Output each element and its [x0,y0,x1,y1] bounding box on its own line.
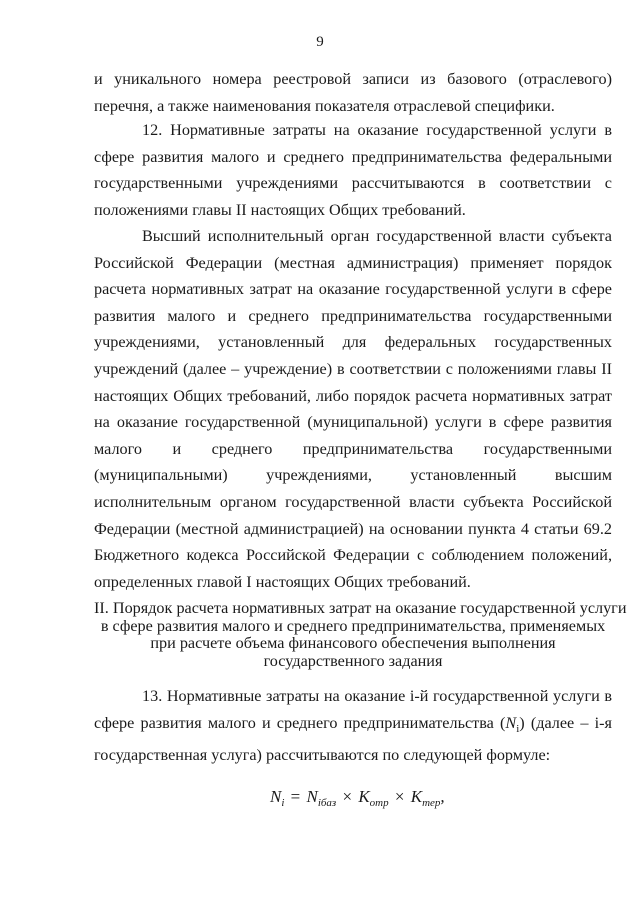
section-heading [94,599,627,670]
formula-term-base: N [306,787,318,806]
formula-times-1: × [342,787,353,806]
formula-term-base-sub: iбаз [317,797,337,809]
section-heading-line: при расчете объема финансового обеспечения выполнения [150,634,556,652]
paragraph-13-block [94,683,612,769]
formula-lhs-sub: i [281,797,285,809]
formula-term-territorial: K [410,787,423,806]
cost-formula [270,787,445,809]
formula-times-2: × [394,787,405,806]
paragraph-13-symbol-sub: i [516,722,520,735]
highest-body-block [94,223,612,595]
paragraph-13-symbol: N [505,713,517,732]
formula-term-industry-sub: отр [369,797,389,809]
section-heading-line: государственного задания [263,651,443,670]
formula-equals: = [290,787,301,806]
paragraph-highest-body: Высший исполнительный орган государственной власти субъекта Российской Федерации (местная администрация) применяет порядок расчета нормативных затрат на оказание государственной услуги в сфере развития малого и среднего предпринимательства государственными учреждениями, установленный для федеральных государственных учреждений (далее – учреждение) в соответствии с положениями главы II настоящих Общих требований, либо порядок расчета нормативных затрат на оказание государственной (муниципальной) услуги в сфере развития малого и среднего предпринимательства государственными (муниципальными) учреждениями, установленный высшим исполнительным органом государственной власти субъекта Российской Федерации (местной администрацией) на основании пункта 4 статьи 69.2 Бюджетного кодекса Российской Федерации с соблюдением положений, определенных главой I настоящих Общих требований. [94,227,612,591]
page-number: 9 [316,34,324,50]
paragraph-13-after-symbol: ) (далее – i-я государственная услуга) рассчитываются по следующей формуле: [94,713,612,765]
continuation-paragraph: и уникального номера реестровой записи из базового (отраслевого) перечня, а также наименования показателя отраслевой специфики. [94,70,612,115]
paragraph-12: 12. Нормативные затраты на оказание государственной услуги в сфере развития малого и среднего предпринимательства федеральными государственными учреждениями рассчитываются в соответствии с положениями главы II настоящих Общих требований. [94,121,612,219]
section-heading-line: II. Порядок расчета нормативных затрат на оказание государственной услуги [94,599,627,617]
paragraph-13 [94,683,612,769]
continuation-text-block [94,66,612,119]
paragraph-13-before-symbol: 13. Нормативные затраты на оказание i-й государственной услуги в сфере развития малого и среднего предпринимательства ( [94,687,612,732]
section-heading-line: в сфере развития малого и среднего предпринимательства, применяемых [100,616,606,635]
paragraph-12-block [94,117,612,223]
formula-term-industry: K [358,787,370,806]
formula-term-territorial-sub: тер [422,797,441,809]
formula-lhs: N [270,787,282,806]
formula-trailing-comma: , [440,787,445,806]
